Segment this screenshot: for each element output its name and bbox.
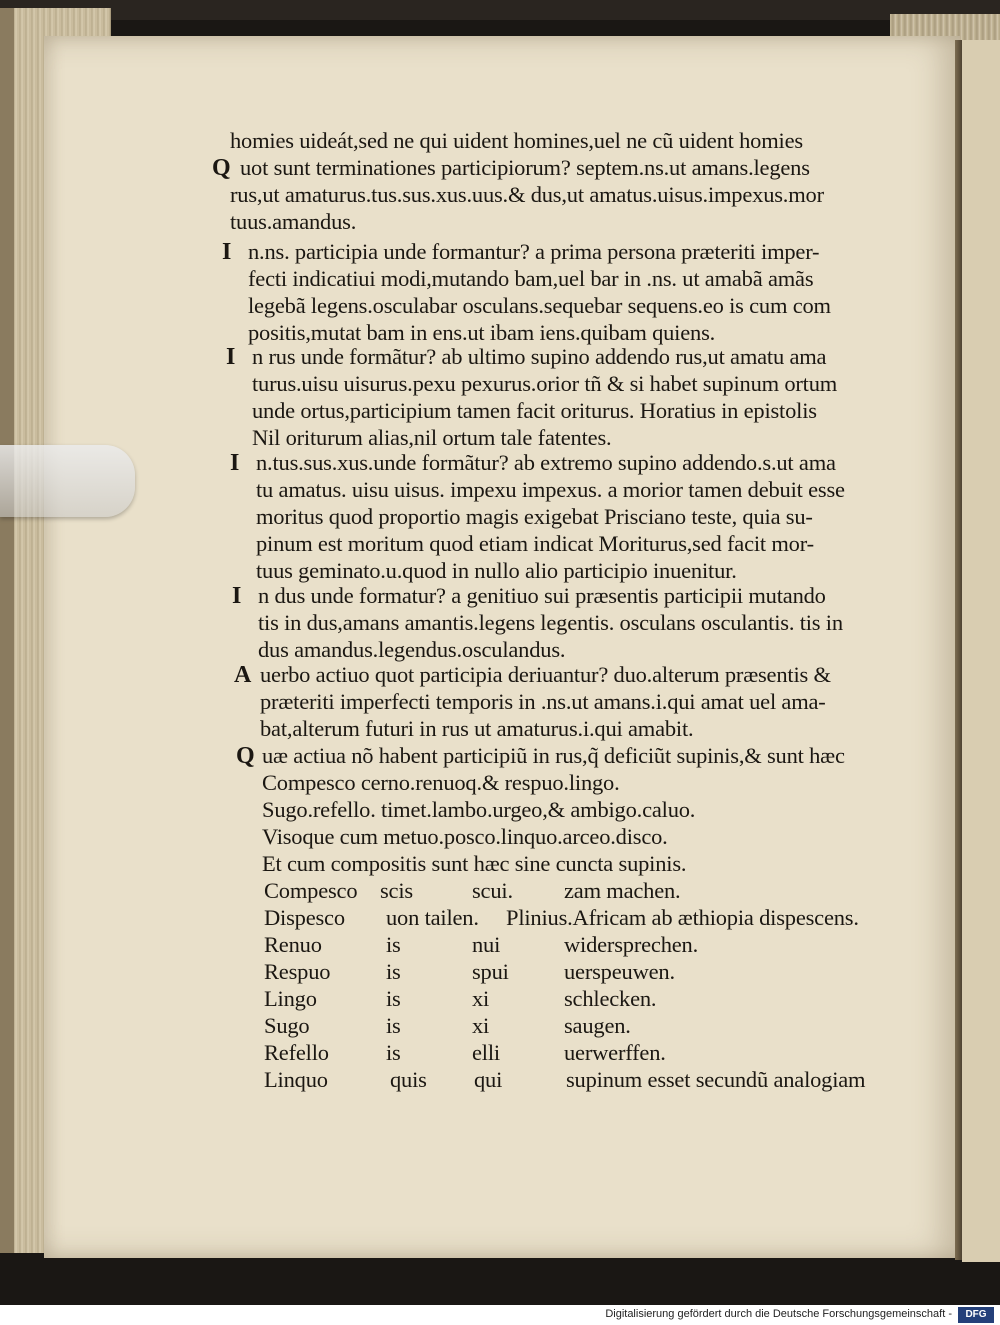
verse-line: Compesco cerno.renuoq.& respuo.lingo. [262,770,620,795]
footer-bar [0,1305,1000,1325]
verse-line: Visoque cum metuo.posco.linquo.arceo.disco. [262,824,668,849]
initial-letter: I [226,344,236,370]
table-cell: xi [472,1013,490,1038]
glass-page-holder [0,445,135,517]
background-top [0,0,1000,20]
text-line: uerbo actiuo quot participia deriuantur? duo.alterum præsentis & [260,662,831,687]
table-cell: is [386,959,401,984]
text-line: tu amatus. uisu uisus. impexu impexus. a morior tamen debuit esse [256,477,845,502]
text-line: rus,ut amaturus.tus.sus.xus.uus.& dus,ut amatus.uisus.impexus.mor [230,182,824,207]
book-cover-edge [0,8,14,1253]
text-line: unde ortus,participium tamen facit oriturus. Horatius in epistolis [252,398,817,423]
text-line: dus amandus.legendus.osculandus. [258,637,566,662]
table-cell: Respuo [264,959,331,984]
table-cell: spui [472,959,509,984]
verse-line: Et cum compositis sunt hæc sine cuncta supinis. [262,851,687,876]
text-line: n dus unde formatur? a genitiuo sui præsentis participii mutando [258,583,826,608]
text-line: fecti indicatiui modi,mutando bam,uel bar in .ns. ut amabã amãs [248,266,814,291]
text-line: legebã legens.osculabar osculans.sequebar sequens.eo is cum com [248,293,831,318]
table-cell: elli [472,1040,500,1065]
table-cell: Dispesco [264,905,345,930]
table-cell: schlecken. [564,986,657,1011]
initial-letter: A [234,662,252,688]
table-cell: Renuo [264,932,322,957]
table-cell: is [386,932,401,957]
table-cell: widersprechen. [564,932,699,957]
text-line: uot sunt terminationes participiorum? septem.ns.ut amans.legens [240,155,810,180]
table-cell: saugen. [564,1013,631,1038]
table-cell: scui. [472,878,513,903]
initial-letter: Q [236,743,255,769]
table-cell: uerwerffen. [564,1040,666,1065]
text-line: moritus quod proportio magis exigebat Prisciano teste, quia su- [256,504,813,529]
text-line: n rus unde formãtur? ab ultimo supino addendo rus,ut amatu ama [252,344,827,369]
text-line: præteriti imperfecti temporis in .ns.ut amans.i.qui amat uel ama- [260,689,826,714]
table-cell: nui [472,932,501,957]
table-cell: is [386,1013,401,1038]
table-cell: Sugo [264,1013,310,1038]
text-line: bat,alterum futuri in rus ut amaturus.i.qui amabit. [260,716,694,741]
text-line: n.tus.sus.xus.unde formãtur? ab extremo supino addendo.s.ut ama [256,450,836,475]
text-line: homies uideát,sed ne qui uident homines,uel ne cũ uident homies [230,128,803,153]
text-line: pinum est moritum quod etiam indicat Moriturus,sed facit mor- [256,531,814,556]
table-cell: Plinius.Africam ab æthiopia dispescens. [506,905,859,930]
text-line: tuus.amandus. [230,209,357,234]
text-line: tis in dus,amans amantis.legens legentis. osculans osculantis. tis in [258,610,843,635]
table-cell: supinum esset secundũ analogiam [566,1067,866,1092]
text-line: positis,mutat bam in ens.ut ibam iens.quibam quiens. [248,320,716,345]
text-line: turus.uisu uisurus.pexu pexurus.orior tñ & si habet supinum ortum [252,371,838,396]
table-cell: Refello [264,1040,329,1065]
initial-letter: I [230,450,240,476]
initial-letter: I [222,239,232,265]
table-cell: uerspeuwen. [564,959,675,984]
text-line: uæ actiua nõ habent participiũ in rus,q̃ deficiũt supinis,& sunt hæc [262,743,845,768]
text-line: tuus geminato.u.quod in nullo alio participio inuenitur. [256,558,737,583]
table-cell: quis [390,1067,427,1092]
facing-page [962,40,1000,1262]
text-line: Nil oriturum alias,nil ortum tale fatentes. [252,425,612,450]
table-cell: xi [472,986,490,1011]
table-cell: is [386,1040,401,1065]
table-cell: Lingo [264,986,317,1011]
table-cell: uon tailen. [386,905,479,930]
table-cell: Linquo [264,1067,328,1092]
table-cell: scis [380,878,413,903]
table-cell: is [386,986,401,1011]
initial-letter: I [232,583,242,609]
text-line: n.ns. participia unde formantur? a prima persona præteriti imper- [248,239,820,264]
table-cell: Compesco [264,878,358,903]
footer-credit: Digitalisierung gefördert durch die Deutsche Forschungsgemeinschaft - [605,1308,952,1320]
verse-line: Sugo.refello. timet.lambo.urgeo,& ambigo.caluo. [262,797,696,822]
table-cell: qui [474,1067,503,1092]
table-cell: zam machen. [564,878,681,903]
dfg-logo: DFG [958,1307,994,1323]
initial-letter: Q [212,155,231,181]
